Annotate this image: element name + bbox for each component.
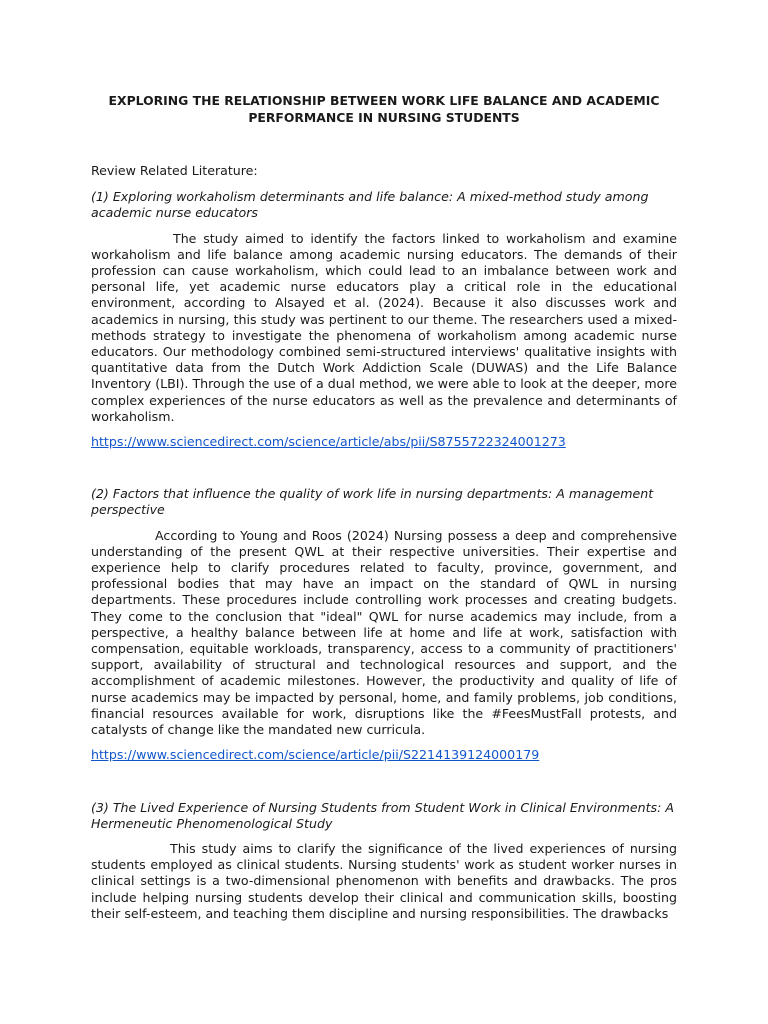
entry-title: (1) Exploring workaholism determinants and life balance: A mixed-method study among academic nurse educators xyxy=(91,189,649,221)
literature-entry-2 xyxy=(91,486,677,763)
section-heading: Review Related Literature: xyxy=(91,163,258,178)
document-title: EXPLORING THE RELATIONSHIP BETWEEN WORK LIFE BALANCE AND ACADEMIC PERFORMANCE IN NURSING STUDENTS xyxy=(108,93,660,125)
entry-body: The study aimed to identify the factors linked to workaholism and examine workaholism and life balance among academic nursing educators. The demands of their profession can cause workaholism, which could lead to an imbalance between work and personal life, yet academic nurse educators play a critical role in the educational environment, according to Alsayed et al. (2024). Because it also discusses work and academics in nursing, this study was pertinent to our theme. The researchers used a mixed-methods strategy to investigate the phenomena of workaholism among academic nurse educators. Our methodology combined semi-structured interviews' qualitative insights with quantitative data from the Dutch Work Addiction Scale (DUWAS) and the Life Balance Inventory (LBI). Through the use of a dual method, we were able to look at the deeper, more complex experiences of the nurse educators as well as the prevalence and determinants of workaholism. xyxy=(91,230,677,424)
entry-title: (3) The Lived Experience of Nursing Students from Student Work in Clinical Environments: A Hermeneutic Phenomenological Study xyxy=(91,799,674,831)
entry-title: (2) Factors that influence the quality of work life in nursing departments: A management perspective xyxy=(91,486,654,518)
section-spacer xyxy=(91,450,677,486)
section-spacer xyxy=(91,764,677,800)
entry-body: According to Young and Roos (2024) Nursing possess a deep and comprehensive understanding of the present QWL at their respective universities. Their expertise and experience help to clarify procedures related to faculty, province, government, and professional bodies that may have an impact on the standard of QWL in nursing departments. These procedures include controlling work processes and creating budgets. They come to the conclusion that "ideal" QWL for nurse academics may include, from a perspective, a healthy balance between life at home and life at work, satisfaction with compensation, equitable workloads, transparency, access to a community of practitioners' support, availability of structural and technological resources and support, and the accomplishment of academic milestones. However, the productivity and quality of life of nurse academics may be impacted by personal, home, and family problems, job conditions, financial resources available for work, disruptions like the #FeesMustFall protests, and catalysts of change like the mandated new curricula. xyxy=(91,527,677,738)
document-page xyxy=(91,93,677,931)
entry-link[interactable]: https://www.sciencedirect.com/science/article/abs/pii/S8755722324001273 xyxy=(91,434,566,450)
entry-body: This study aims to clarify the significance of the lived experiences of nursing students employed as clinical students. Nursing students' work as student worker nurses in clinical settings is a two-dimensional phenomenon with benefits and drawbacks. The pros include helping nursing students develop their clinical and communication skills, boosting their self-esteem, and teaching them discipline and nursing responsibilities. The drawbacks xyxy=(91,840,677,921)
literature-entry-3 xyxy=(91,800,677,922)
entry-link[interactable]: https://www.sciencedirect.com/science/article/pii/S2214139124000179 xyxy=(91,747,540,763)
literature-entry-1 xyxy=(91,189,677,450)
